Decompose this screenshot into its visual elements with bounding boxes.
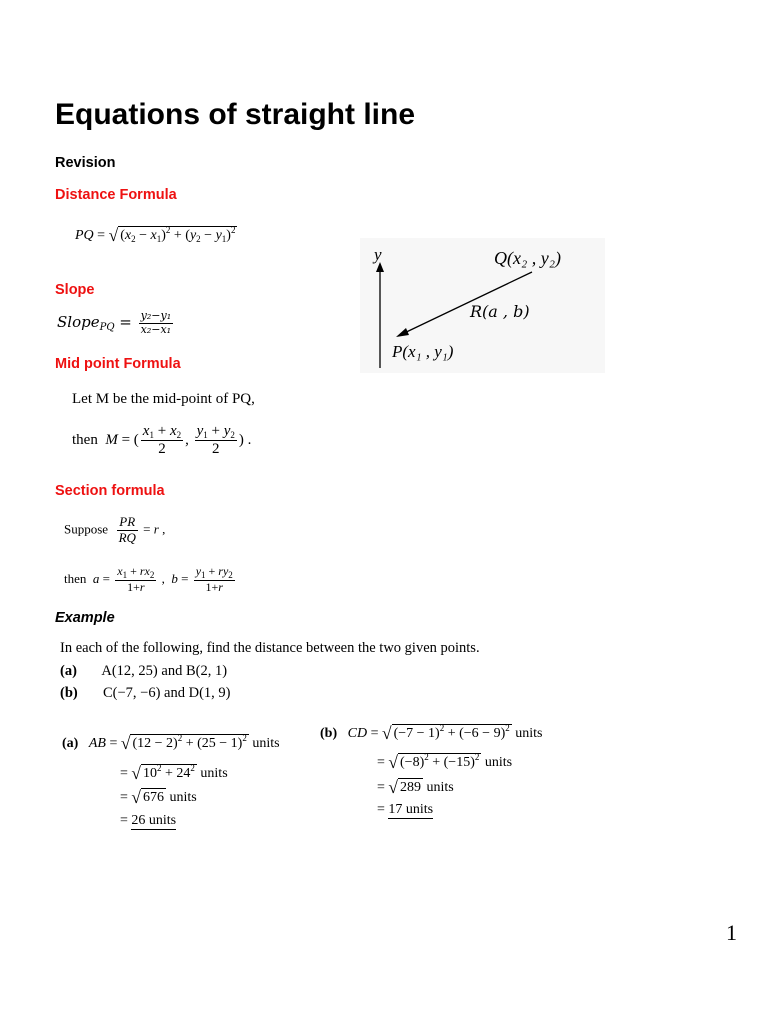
answer-b: 17 units (388, 802, 434, 817)
example-part-b (60, 685, 230, 702)
slope-formula: Slope$_{PQ}$ = $\frac{\text{y₂−y₁}}{\text{x₂−x₁}}$ (57, 309, 172, 336)
unit-label: units (169, 790, 197, 805)
midpoint-formula: then M = ( $\frac{x_1 + x_2}{2}$ , $\frac{y_1 + y_2}{2}$ ) . (72, 423, 252, 458)
unit-label: units (484, 755, 513, 770)
section-formula: then a = $\frac{x_1 + rx_2}{1+r}$ , b = $\frac{y_1 + ry_2}{1+r}$ (64, 564, 233, 595)
section-then-label: then (64, 571, 87, 587)
solution-a-line2: = √ $10^2 + 24^2$ units (120, 763, 228, 783)
revision-heading: Revision (55, 155, 116, 171)
solution-b-line3: = √ 289 units (377, 777, 454, 797)
section-formula-heading: Section formula (55, 483, 165, 499)
solution-b-answer: = 17 units (377, 802, 434, 817)
part-a-label: (a) (60, 663, 77, 679)
page-title: Equations of straight line (55, 98, 416, 131)
unit-label: units (515, 726, 543, 741)
part-b-points: C(−7, −6) and D(1, 9) (102, 685, 231, 701)
example-intro: In each of the following, find the distance between the two given points. (60, 640, 480, 656)
point-p-label: P(x₁ , y₁) (392, 342, 454, 361)
unit-label: units (200, 766, 228, 781)
solution-a-line1: (a) AB = √ $(12 - 2)^2 + (25 - 1)^2$ units (62, 733, 280, 753)
solution-b-line1: (b) CD = √ $(-7 - 1)^2 + (-6 - 9)^2$ units (320, 723, 543, 743)
midpoint-heading: Mid point Formula (55, 356, 181, 372)
distance-formula-heading: Distance Formula (55, 187, 177, 203)
slope-heading: Slope (55, 282, 95, 298)
part-b-label: (b) (60, 685, 78, 701)
example-heading: Example (55, 610, 115, 626)
page-number: 1 (726, 920, 737, 945)
point-r-label: R(a , b) (470, 302, 530, 321)
solution-b-line2: = √ $(-8)^2 + (-15)^2$ units (377, 752, 513, 772)
solution-a-line3: = √ 676 units (120, 787, 197, 807)
distance-formula: PQ = √ $(x_2 - x_1)^2 + (y_2 - y_1)^2$ (75, 225, 236, 245)
section-suppose: Suppose $\frac{PR}{RQ}$ = r , (64, 514, 166, 545)
midpoint-then: then (72, 432, 98, 449)
unit-label: units (426, 780, 454, 795)
example-part-a (60, 663, 227, 680)
unit-label: units (252, 736, 280, 751)
point-q-label: Q(x₂ , y₂) (494, 248, 561, 268)
line-segment-diagram (360, 238, 605, 373)
solution-a-answer: = 26 units (120, 813, 177, 828)
midpoint-intro: Let M be the mid-point of PQ, (72, 391, 255, 407)
y-axis-label: y (374, 245, 382, 264)
part-a-points: A(12, 25) and B(2, 1) (101, 663, 228, 679)
answer-a: 26 units (131, 813, 177, 828)
section-suppose-label: Suppose (64, 521, 109, 537)
